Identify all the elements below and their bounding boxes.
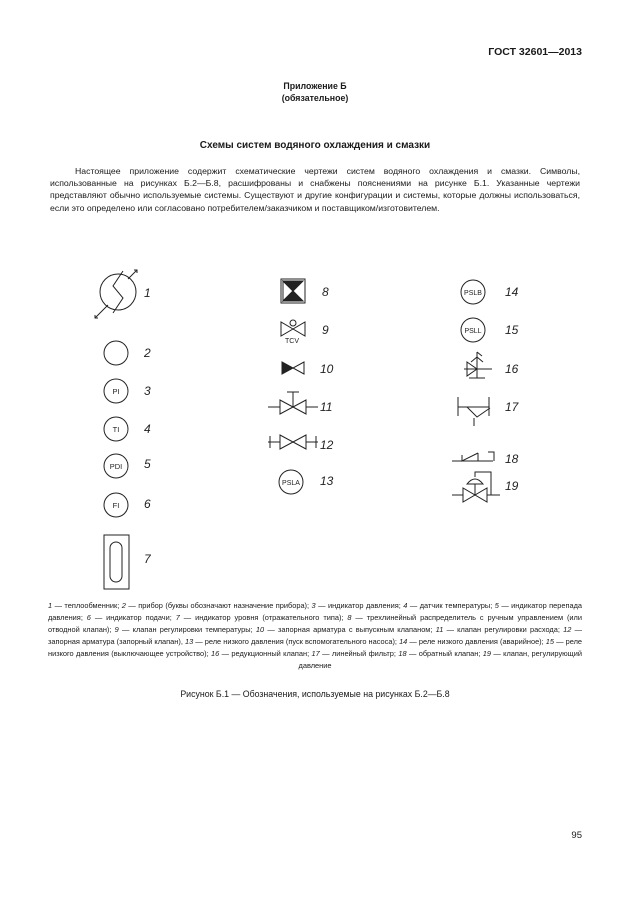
- legend-item-text: — прибор (буквы обозначают назначение прибора);: [125, 601, 310, 610]
- symbol-label-tcv: TCV: [285, 338, 299, 345]
- legend-item-text: — трехлинейный распределитель с ручным управлением (или отводной клапан);: [48, 613, 582, 634]
- legend-item-number: 16: [211, 649, 220, 658]
- symbol-label-pslb: PSLB: [464, 290, 482, 297]
- legend-item-text: — клапан регулировки расхода;: [443, 625, 560, 634]
- symbol-number-17: 17: [505, 400, 519, 414]
- legend-item: [436, 625, 560, 634]
- legend-item-number: 10: [255, 625, 265, 634]
- symbol-label-psll: PSLL: [464, 328, 482, 335]
- symbol-number-12: 12: [320, 438, 334, 452]
- intro-paragraph: Настоящее приложение содержит схематические чертежи систем водяного охлаждения и смазки. Символы, использованные на рисунках Б.2—Б.8, расшифрованы и снабжены пояснениями на рисунке Б.1. Указанные чертежи представляют обычно используемые системы. Существуют и другие конфигурации и системы, которые должны использоваться, если это определено или согласовано потребителем/заказчиком и поставщиком/изготовителем.: [50, 166, 580, 213]
- symbol-number-4: 4: [144, 422, 151, 436]
- symbol-number-5: 5: [144, 457, 151, 471]
- legend-item-text: — индикатор уровня (отражательного типа);: [179, 613, 344, 622]
- level-indicator-symbol: [104, 535, 129, 589]
- legend-item-text: — теплообменник;: [52, 601, 120, 610]
- legend-item: [176, 613, 344, 622]
- legend-item-text: — индикатор подачи;: [90, 613, 172, 622]
- symbol-number-16: 16: [505, 362, 519, 376]
- symbol-label-ti: TI: [112, 425, 120, 434]
- figure-legend: [48, 600, 582, 672]
- symbol-label-fi: FI: [112, 501, 120, 510]
- legend-item-number: 7: [175, 613, 180, 622]
- legend-item-number: 11: [435, 625, 444, 634]
- symbol-label-pi: PI: [112, 387, 120, 396]
- differential-pressure-symbol: [104, 454, 128, 478]
- legend-item-number: 3: [311, 601, 316, 610]
- flow-control-valve-symbol: [268, 392, 318, 414]
- symbol-label-pdi: PDI: [109, 462, 123, 471]
- pressure-control-valve-symbol: [452, 472, 500, 502]
- annex-title: Приложение Б: [283, 81, 347, 91]
- legend-item-text: — клапан, регулирующий давление: [298, 649, 583, 670]
- legend-item: [115, 625, 253, 634]
- legend-item: [312, 649, 396, 658]
- legend-item-number: 19: [482, 649, 492, 658]
- symbol-number-6: 6: [144, 497, 151, 511]
- legend-item-text: — индикатор перепада давления;: [48, 601, 583, 622]
- legend-item-number: 15: [545, 637, 555, 646]
- legend-item-number: 13: [184, 637, 194, 646]
- symbol-number-13: 13: [320, 474, 334, 488]
- section-title: Схемы систем водяного охлаждения и смазки: [199, 140, 431, 151]
- legend-item: [399, 637, 544, 646]
- symbol-label-psla: PSLA: [282, 480, 300, 487]
- shutoff-valve-symbol: [268, 435, 318, 449]
- symbol-number-7: 7: [144, 552, 151, 566]
- symbol-number-1: 1: [144, 286, 151, 300]
- pressure-switch-pump-symbol: [279, 470, 303, 494]
- legend-item: [185, 637, 397, 646]
- pressure-indicator-symbol: [104, 379, 128, 403]
- symbol-number-2: 2: [144, 346, 151, 360]
- legend-item-number: 2: [121, 601, 126, 610]
- temperature-sensor-symbol: [104, 417, 128, 441]
- pressure-reducing-valve-symbol: [464, 352, 492, 378]
- legend-item: [312, 601, 401, 610]
- legend-item-number: 18: [398, 649, 407, 658]
- legend-item-text: — линейный фильтр;: [319, 649, 396, 658]
- symbol-number-11: 11: [320, 400, 333, 414]
- legend-item: [403, 601, 492, 610]
- heat-exchanger-symbol: [95, 270, 137, 318]
- figure-caption: Рисунок Б.1 — Обозначения, используемые на рисунках Б.2—Б.8: [180, 689, 450, 699]
- legend-item-text: — реле низкого давления (аварийное);: [407, 637, 544, 646]
- page-number: 95: [571, 830, 582, 841]
- legend-item-text: — запорная арматура с выпускным клапаном;: [264, 625, 433, 634]
- legend-item-text: — обратный клапан;: [406, 649, 481, 658]
- legend-item-text: — индикатор давления;: [315, 601, 401, 610]
- check-valve-symbol: [452, 452, 494, 461]
- line-filter-symbol: [458, 397, 490, 426]
- legend-item-text: — клапан регулировки температуры;: [118, 625, 253, 634]
- symbol-number-8: 8: [322, 285, 329, 299]
- symbol-number-15: 15: [505, 323, 519, 337]
- legend-item-number: 17: [311, 649, 320, 658]
- legend-item-number: 12: [563, 625, 572, 634]
- legend-item-text: — запорная арматура (запорный клапан),: [48, 625, 583, 646]
- symbol-number-9: 9: [322, 323, 329, 337]
- legend-item: [87, 613, 172, 622]
- legend-item-number: 6: [86, 613, 91, 622]
- legend-item-number: 8: [347, 613, 352, 622]
- legend-item-number: 9: [114, 625, 119, 634]
- legend-item-number: 5: [494, 601, 499, 610]
- temperature-control-valve-symbol: [281, 320, 305, 345]
- symbol-number-14: 14: [505, 285, 519, 299]
- symbol-number-19: 19: [505, 479, 519, 493]
- legend-item-text: — реле низкого давления (пуск вспомогательного насоса);: [193, 637, 397, 646]
- legend-item-text: — редукционный клапан;: [219, 649, 310, 658]
- symbol-number-10: 10: [320, 362, 334, 376]
- legend-item-number: 14: [399, 637, 408, 646]
- pressure-switch-alarm-symbol: [461, 280, 485, 304]
- pressure-switch-trip-symbol: [461, 318, 485, 342]
- legend-item: [256, 625, 433, 634]
- symbol-number-3: 3: [144, 384, 151, 398]
- instrument-symbol: [104, 341, 128, 365]
- legend-item: [122, 601, 309, 610]
- legend-item-text: — реле низкого давления (выключающее устройство);: [48, 637, 582, 658]
- legend-item: [398, 649, 480, 658]
- shutoff-valve-drain-symbol: [282, 362, 304, 374]
- annex-status: (обязательное): [281, 93, 349, 103]
- three-way-valve-symbol: [281, 279, 305, 303]
- legend-item-number: 4: [403, 601, 408, 610]
- document-header: ГОСТ 32601—2013: [488, 46, 582, 58]
- legend-item-number: 1: [48, 601, 53, 610]
- symbol-number-18: 18: [505, 452, 519, 466]
- legend-item-text: — датчик температуры;: [407, 601, 493, 610]
- legend-item: [48, 601, 119, 610]
- legend-item: [211, 649, 309, 658]
- flow-indicator-symbol: [104, 493, 128, 517]
